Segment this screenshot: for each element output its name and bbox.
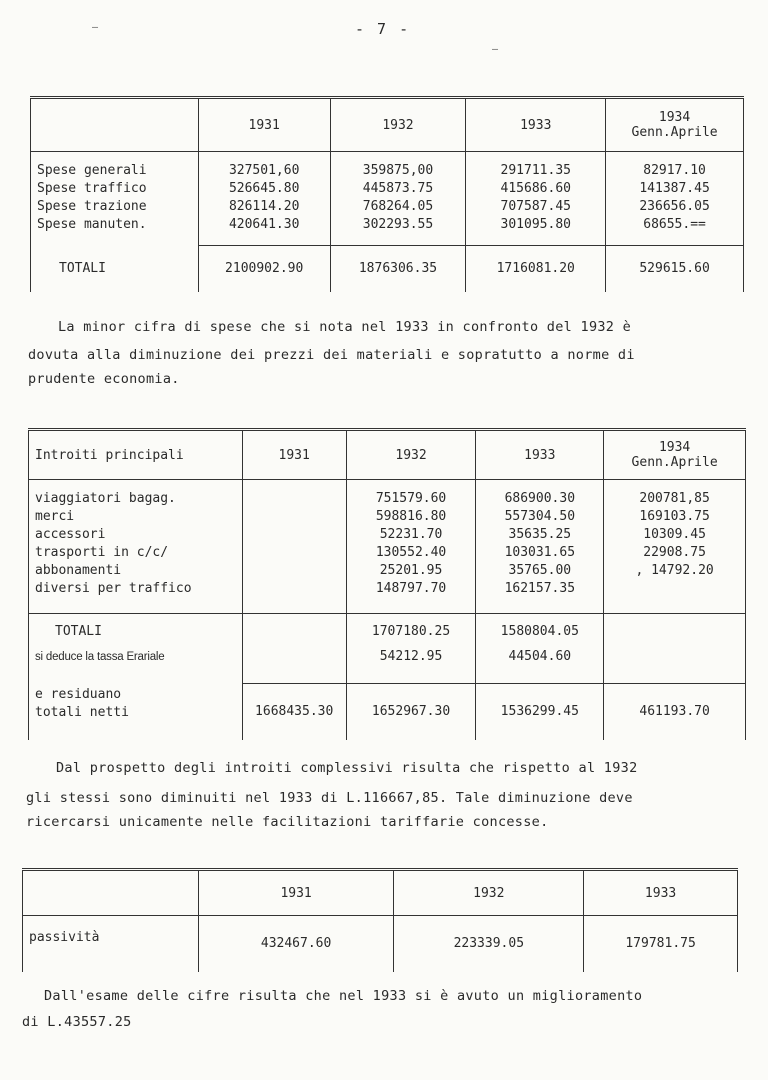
cell-value: 768264.05	[362, 199, 434, 214]
row-label: abbonamenti	[35, 563, 122, 578]
totals-label: TOTALI	[31, 246, 199, 292]
cell-value: 302293.55	[362, 217, 434, 232]
row-label: diversi per traffico	[35, 581, 192, 596]
cell-value: 54212.95	[379, 649, 443, 664]
header-1931: 1931	[198, 98, 330, 152]
cell-value: 751579.60	[375, 491, 447, 506]
row-label: Spese manuten.	[37, 217, 147, 232]
cell-value: 148797.70	[375, 581, 447, 596]
revenue-labels	[29, 480, 243, 614]
paragraph-line: Dall'esame delle cifre risulta che nel 1933 si è avuto un miglioramento	[44, 988, 643, 1004]
net-1934: 461193.70	[604, 684, 746, 740]
cell-value: 301095.80	[500, 217, 571, 232]
cell-value: 415686.60	[500, 181, 571, 196]
cell-value: 52231.70	[379, 527, 443, 542]
header-1932: 1932	[346, 430, 476, 480]
cell-value: 103031.65	[504, 545, 576, 560]
header-1933: 1933	[476, 430, 604, 480]
expense-labels	[31, 152, 199, 246]
col-1933	[466, 152, 606, 246]
totals-label: TOTALI	[55, 624, 102, 639]
total-1931: 2100902.90	[198, 246, 330, 292]
paragraph-line: dovuta alla diminuzione dei prezzi dei materiali e sopratutto a norme di	[28, 347, 635, 363]
liab-1931: 432467.60	[198, 916, 394, 972]
col-1934	[604, 480, 746, 614]
cell-value: 130552.40	[375, 545, 447, 560]
header-1932: 1932	[330, 98, 466, 152]
cell-value: 68655.==	[643, 217, 706, 232]
header-blank	[31, 98, 199, 152]
col-1934	[606, 152, 744, 246]
scan-mark: –	[92, 22, 99, 33]
total-1932: 1876306.35	[330, 246, 466, 292]
scan-mark: –	[492, 44, 499, 55]
cell-value: 826114.20	[228, 199, 300, 214]
col-1931	[198, 152, 330, 246]
row-label: e residuano	[35, 686, 122, 702]
cell-value: 35765.00	[508, 563, 572, 578]
header-1934: 1934 Genn.Aprile	[606, 98, 744, 152]
tax-label: si deduce la tassa Erariale	[35, 651, 165, 663]
cell-value: 291711.35	[500, 163, 571, 178]
paragraph-line: gli stessi sono diminuiti nel 1933 di L.116667,85. Tale diminuzione deve	[26, 790, 633, 806]
header-1932: 1932	[394, 870, 584, 916]
net-1931: 1668435.30	[242, 684, 346, 740]
row-label: merci	[35, 509, 75, 524]
paragraph-line: Dal prospetto degli introiti complessivi risulta che rispetto al 1932	[56, 760, 638, 776]
cell-value: 44504.60	[508, 649, 572, 664]
cell-value: 445873.75	[362, 181, 434, 196]
col-1932	[330, 152, 466, 246]
paragraph-liabilities	[44, 984, 642, 1008]
header-blank	[23, 870, 199, 916]
cell-value: 359875,00	[362, 163, 434, 178]
paragraph-line: La minor cifra di spese che si nota nel 1933 in confronto del 1932 è	[58, 319, 632, 335]
liab-1932: 223339.05	[394, 916, 584, 972]
header-1933: 1933	[466, 98, 606, 152]
totals-tax-1933	[476, 614, 604, 684]
cell-value: 82917.10	[643, 163, 706, 178]
cell-value: 141387.45	[639, 181, 710, 196]
cell-value: 1580804.05	[500, 624, 579, 639]
cell-value: 236656.05	[639, 199, 710, 214]
cell-value: 327501,60	[228, 163, 300, 178]
cell-value: 35635.25	[508, 527, 572, 542]
col-1931-empty	[242, 614, 346, 684]
cell-value: 22908.75	[643, 545, 706, 560]
header-1931: 1931	[242, 430, 346, 480]
paragraph-expenses	[58, 315, 631, 339]
row-label: viaggiatori bagag.	[35, 491, 176, 506]
col-1934-empty	[604, 614, 746, 684]
net-1932: 1652967.30	[346, 684, 476, 740]
paragraph-expenses-cont	[28, 343, 635, 391]
cell-value: 557304.50	[504, 509, 576, 524]
totals-tax-1932	[346, 614, 476, 684]
paragraph-liabilities-cont	[22, 1010, 132, 1034]
cell-value: 1707180.25	[371, 624, 451, 639]
header-1931: 1931	[198, 870, 394, 916]
liab-1933: 179781.75	[584, 916, 738, 972]
cell-value: 162157.35	[504, 581, 576, 596]
row-label: Spese traffico	[37, 181, 147, 196]
row-label: Spese trazione	[37, 199, 147, 214]
cell-value: 10309.45	[643, 527, 706, 542]
cell-value: 200781,85	[639, 491, 710, 506]
totals-tax-labels	[29, 614, 243, 684]
cell-value: 598816.80	[375, 509, 447, 524]
paragraph-line: ricercarsi unicamente nelle facilitazioni tariffarie concesse.	[26, 814, 549, 830]
expenses-table	[30, 96, 744, 292]
paragraph-line: prudente economia.	[28, 371, 180, 387]
cell-value: 686900.30	[504, 491, 576, 506]
header-introiti: Introiti principali	[29, 430, 243, 480]
col-1931-empty	[242, 480, 346, 614]
liabilities-label: passività	[23, 916, 199, 972]
row-label: totali netti	[35, 704, 129, 720]
paragraph-revenue	[56, 756, 638, 780]
cell-value: 25201.95	[379, 563, 443, 578]
net-totals-labels	[29, 684, 243, 740]
cell-value: 420641.30	[228, 217, 300, 232]
row-label: trasporti in c/c/	[35, 545, 169, 560]
page-number: - 7 -	[355, 20, 411, 38]
cell-value: 707587.45	[500, 199, 571, 214]
cell-value: 526645.80	[228, 181, 300, 196]
revenue-table	[28, 428, 746, 740]
row-label: Spese generali	[37, 163, 147, 178]
net-1933: 1536299.45	[476, 684, 604, 740]
cell-value: , 14792.20	[635, 563, 714, 578]
header-1934: 1934 Genn.Aprile	[604, 430, 746, 480]
row-label: accessori	[35, 527, 106, 542]
total-1934: 529615.60	[606, 246, 744, 292]
col-1932	[346, 480, 476, 614]
total-1933: 1716081.20	[466, 246, 606, 292]
header-1933: 1933	[584, 870, 738, 916]
liabilities-table	[22, 868, 738, 972]
paragraph-revenue-cont	[26, 786, 633, 834]
paragraph-line: di L.43557.25	[22, 1014, 132, 1030]
col-1933	[476, 480, 604, 614]
cell-value: 169103.75	[639, 509, 710, 524]
